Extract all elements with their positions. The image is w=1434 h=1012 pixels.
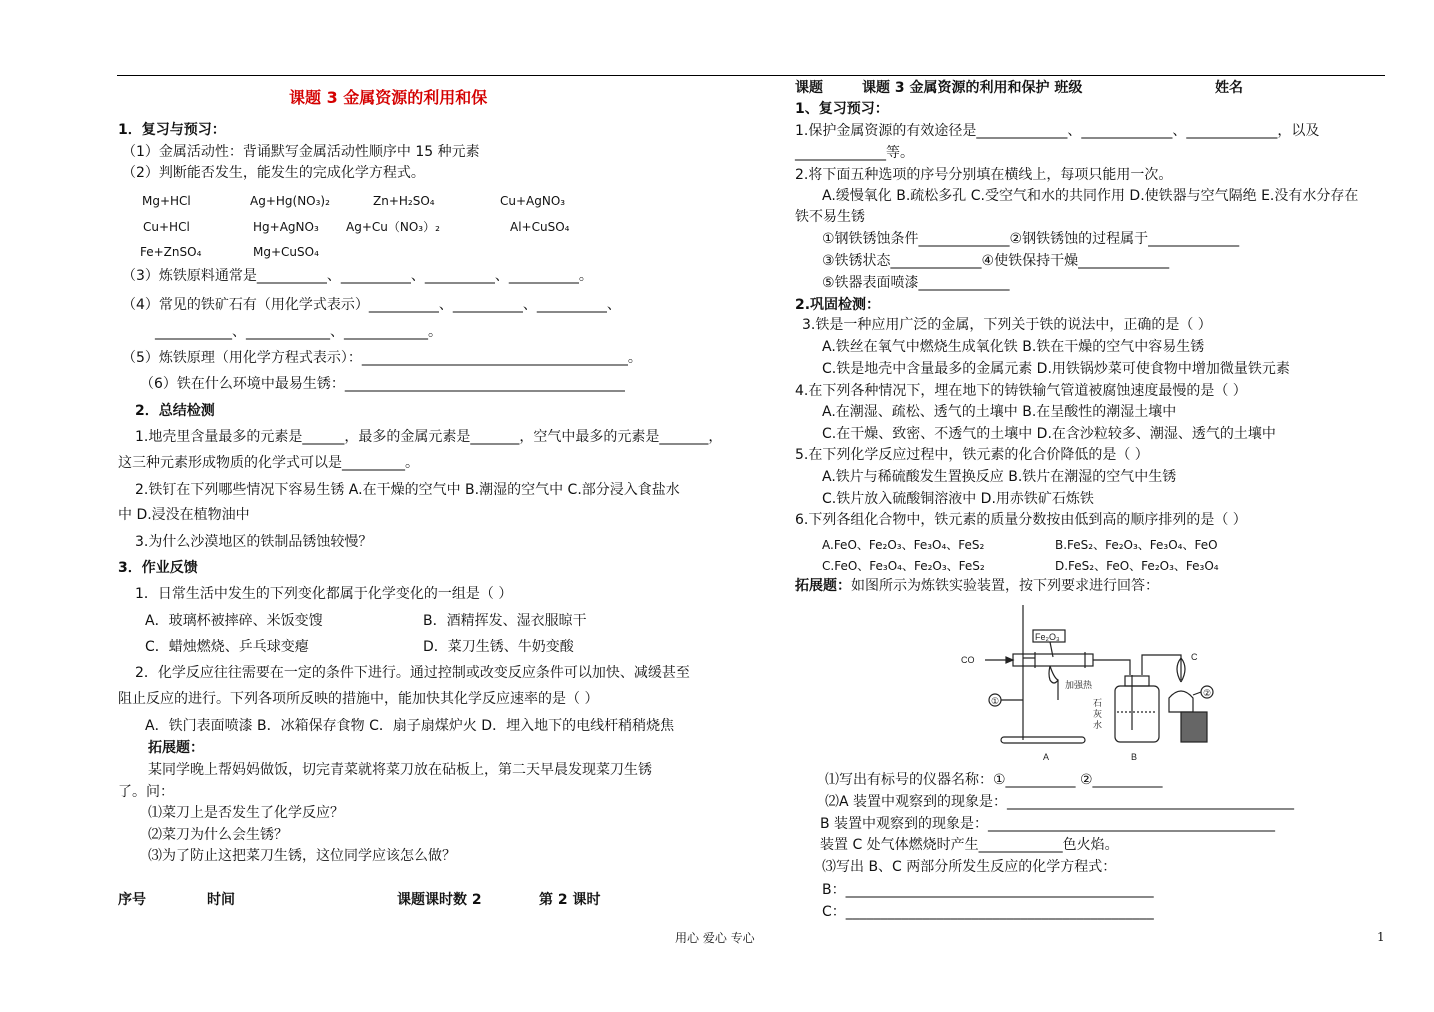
text-line: A．铁门表面喷漆 B．冰箱保存食物 C．扇子扇煤炉火 D．埋入地下的电线杆稍稍烧焦	[145, 718, 675, 734]
label-c: C	[1191, 652, 1198, 662]
text-line: ___________、____________、____________。	[155, 324, 442, 340]
text-line: 这三种元素形成物质的化学式可以是_________。	[118, 455, 419, 471]
text-line: 3.为什么沙漠地区的铁制品锈蚀较慢？	[135, 534, 373, 550]
reaction-item: Mg+HCl	[142, 194, 191, 208]
text-line: 4.在下列各种情况下，埋在地下的铸铁输气管道被腐蚀速度最慢的是（ ）	[795, 383, 1247, 399]
text-line: B 装置中观察到的现象是：_________________________________________	[820, 816, 1276, 832]
text-line: （3）炼铁原料通常是__________、__________、__________、__________。	[122, 268, 593, 284]
reaction-item: Zn+H₂SO₄	[373, 194, 435, 208]
footer-field: 时间	[207, 892, 235, 908]
marker-1-label: ①	[991, 696, 1000, 706]
label-a: A	[1043, 752, 1050, 762]
reaction-item: Ag+Hg(NO₃)₂	[250, 194, 330, 208]
text-line: B：____________________________________________	[822, 882, 1154, 898]
option-text: A.在潮湿、疏松、透气的土壤中 B.在呈酸性的潮湿土壤中	[822, 404, 1177, 420]
stand-base	[1001, 737, 1085, 743]
page-footer: 用心 爱心 专心	[675, 931, 755, 945]
section-heading: 2．总结检测	[135, 403, 215, 419]
text-line: ③铁锈状态_____________④使铁保持干燥_____________	[822, 253, 1170, 269]
text-line: 2．化学反应往往需要在一定的条件下进行。通过控制或改变反应条件可以加快、减缓甚至	[135, 665, 690, 681]
text-line: ⑶写出 B、C 两部分所发生反应的化学方程式：	[822, 859, 1117, 875]
text-line: ⑴写出有标号的仪器名称：①__________ ②__________	[825, 772, 1163, 788]
text-line: 1.保护金属资源的有效途径是_____________、_____________、_____________，以及	[795, 123, 1320, 139]
option-text: D．菜刀生锈、牛奶变酸	[423, 639, 574, 655]
reaction-item: Mg+CuSO₄	[253, 245, 319, 259]
co-label: CO	[961, 655, 975, 665]
text-line: （5）炼铁原理（用化学方程式表示）：______________________________________。	[122, 350, 642, 366]
reaction-item: Al+CuSO₄	[510, 220, 570, 234]
text-line: （2）判断能否发生，能发生的完成化学方程式。	[122, 165, 425, 181]
label-b: B	[1131, 752, 1138, 762]
text-line: 阻止反应的进行。下列各项所反映的措施中，能加快其化学反应速率的是（ ）	[118, 691, 599, 707]
text-line: 2.将下面五种选项的序号分别填在横线上，每项只能用一次。	[795, 167, 1173, 183]
section-heading: 1．复习与预习：	[118, 122, 226, 138]
text-line: 2.铁钉在下列哪些情况下容易生锈 A.在干燥的空气中 B.潮湿的空气中 C.部分浸入食盐水	[135, 482, 680, 498]
text-line: 了。问：	[118, 784, 174, 800]
text-line	[795, 577, 1159, 595]
lamp-block	[1181, 712, 1207, 742]
header-field: 姓名	[1215, 80, 1243, 96]
option-text: A.铁丝在氧气中燃烧生成氧化铁 B.铁在干燥的空气中容易生锈	[822, 339, 1205, 355]
footer-field: 课题课时数 2	[397, 892, 482, 908]
text-line: 1．日常生活中发生的下列变化都属于化学变化的一组是（ ）	[135, 586, 513, 602]
top-rule	[117, 75, 1385, 76]
text-line: ⑶为了防止这把菜刀生锈，这位同学应该怎么做？	[148, 848, 456, 864]
option-text: A.铁片与稀硫酸发生置换反应 B.铁片在潮湿的空气中生锈	[822, 469, 1177, 485]
reaction-item: Cu+AgNO₃	[500, 194, 566, 208]
option-text: B．酒精挥发、湿衣服晾干	[423, 613, 587, 629]
option-text: D.FeS₂、FeO、Fe₂O₃、Fe₃O₄	[1055, 559, 1219, 573]
section-heading: 1、复习预习：	[795, 101, 889, 117]
text-line: A.缓慢氧化 B.疏松多孔 C.受空气和水的共同作用 D.使铁器与空气隔绝 E.没有水分存在	[822, 188, 1359, 204]
footer-field: 第 2 课时	[539, 892, 601, 908]
text-line: C：____________________________________________	[822, 904, 1154, 920]
text-line: ⑵菜刀为什么会生锈？	[148, 827, 288, 843]
bottle-stopper	[1125, 676, 1149, 686]
text-line: （1）金属活动性：背诵默写金属活动性顺序中 15 种元素	[122, 144, 480, 160]
section-heading: 拓展题：	[148, 740, 204, 756]
text-line: ①钢铁锈蚀条件_____________②钢铁锈蚀的过程属于_____________	[822, 231, 1240, 247]
marker-2-label: ②	[1203, 688, 1212, 698]
option-text: C.FeO、Fe₃O₄、Fe₂O₃、FeS₂	[822, 559, 985, 573]
option-text: C.铁是地壳中含量最多的金属元素 D.用铁锅炒菜可使食物中增加微量铁元素	[822, 361, 1290, 377]
text-line: （4）常见的铁矿石有（用化学式表示）__________、__________、__________、	[122, 297, 621, 313]
alcohol-lamp	[1169, 691, 1193, 712]
section-heading: 3．作业反馈	[118, 560, 198, 576]
fe2o3-label: Fe₂O₃	[1035, 632, 1060, 642]
page-title: 课题 3 金属资源的利用和保	[289, 88, 488, 107]
text-line: 6.下列各组化合物中，铁元素的质量分数按由低到高的顺序排列的是（ ）	[795, 512, 1247, 528]
limewater-char-2: 灰	[1093, 709, 1103, 719]
text-line: 装置 C 处气体燃烧时产生____________色火焰。	[820, 837, 1119, 853]
option-text: A．玻璃杯被摔碎、米饭变馊	[145, 613, 323, 629]
page-number: 1	[1377, 930, 1385, 944]
header-field: 课题	[795, 80, 823, 96]
section-heading: 拓展题：	[795, 578, 851, 594]
heat-label: 加强热	[1065, 680, 1093, 690]
limewater-char-1: 石	[1093, 698, 1103, 708]
limewater-bottle	[1115, 686, 1159, 742]
reaction-item: Cu+HCl	[143, 220, 190, 234]
option-text: A.FeO、Fe₂O₃、Fe₃O₄、FeS₂	[822, 538, 985, 552]
text-line: ⑴菜刀上是否发生了化学反应？	[148, 805, 344, 821]
text-line: （6）铁在什么环境中最易生锈：________________________________________	[140, 376, 625, 392]
text-span: 如图所示为炼铁实验装置，按下列要求进行回答：	[851, 578, 1159, 594]
text-line: 3.铁是一种应用广泛的金属，下列关于铁的说法中，正确的是（ ）	[802, 317, 1212, 333]
text-line: ⑤铁器表面喷漆_____________	[822, 275, 1010, 291]
option-text: C．蜡烛燃烧、乒乓球变瘪	[145, 639, 309, 655]
text-line: _____________等。	[795, 145, 914, 161]
text-line: ⑵A 装置中观察到的现象是：_________________________________________	[825, 794, 1295, 810]
option-text: C.在干燥、致密、不透气的土壤中 D.在含沙粒较多、潮湿、透气的土壤中	[822, 426, 1276, 442]
header-field: 课题 3 金属资源的利用和保护 班级	[862, 80, 1083, 96]
footer-field: 序号	[118, 892, 146, 908]
heating-flame	[1049, 666, 1058, 683]
reaction-item: Hg+AgNO₃	[253, 220, 319, 234]
connecting-tube	[1093, 660, 1130, 675]
iron-smelting-apparatus-figure	[955, 600, 1225, 770]
option-text: B.FeS₂、Fe₂O₃、Fe₃O₄、FeO	[1055, 538, 1218, 552]
option-text: C.铁片放入硫酸铜溶液中 D.用赤铁矿石炼铁	[822, 491, 1094, 507]
reaction-item: Ag+Cu（NO₃）₂	[346, 220, 440, 234]
text-line: 5.在下列化学反应过程中，铁元素的化合价降低的是（ ）	[795, 447, 1149, 463]
text-line: 铁不易生锈	[795, 209, 865, 225]
text-line: 1.地壳里含量最多的元素是______，最多的金属元素是_______，空气中最多的元素是_______，	[135, 429, 723, 445]
limewater-char-3: 水	[1093, 720, 1103, 730]
reaction-item: Fe+ZnSO₄	[140, 245, 202, 259]
section-heading: 2.巩固检测：	[795, 297, 881, 313]
text-line: 某同学晚上帮妈妈做饭，切完青菜就将菜刀放在砧板上，第二天早晨发现菜刀生锈	[148, 762, 652, 778]
text-line: 中 D.浸没在植物油中	[118, 507, 250, 523]
